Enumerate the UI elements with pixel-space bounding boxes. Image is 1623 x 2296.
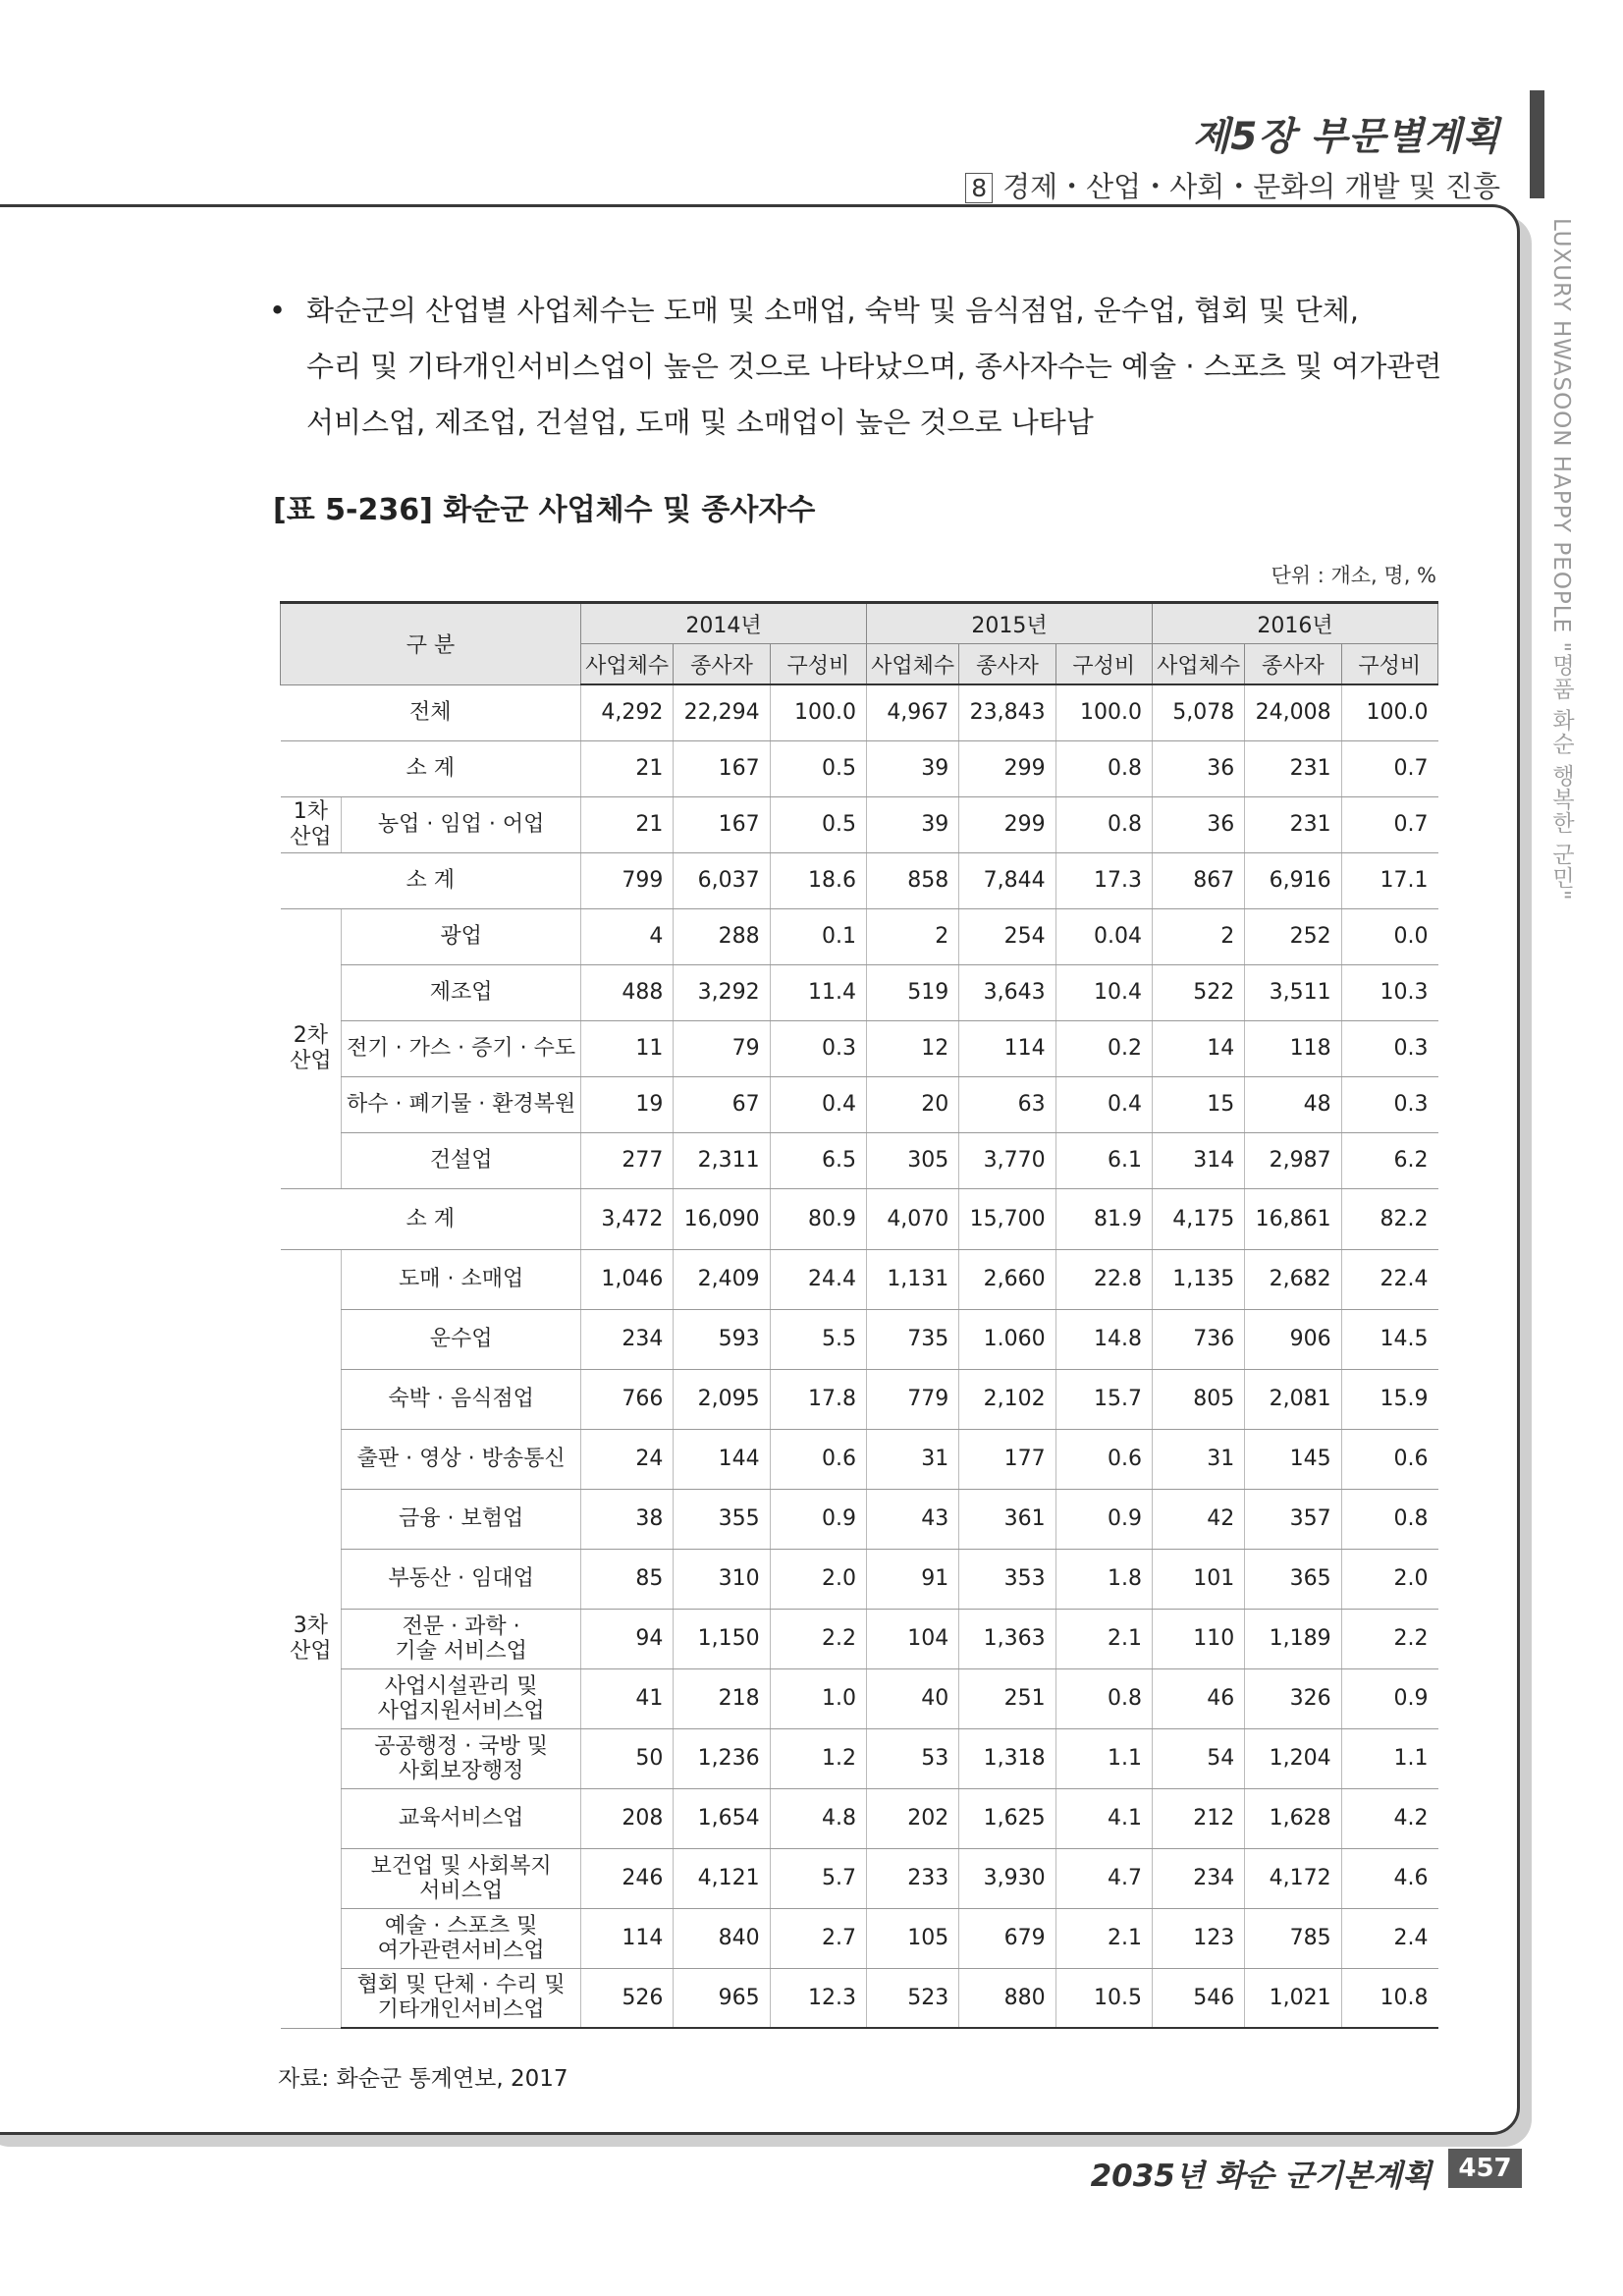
header-businesses: 사업체수 (581, 644, 674, 685)
table-cell: 1,318 (959, 1728, 1055, 1788)
table-cell: 299 (959, 740, 1055, 796)
header-year: 2014년 (581, 603, 867, 644)
table-cell: 3,292 (674, 964, 770, 1020)
table-cell: 1,021 (1245, 1968, 1341, 2028)
table-cell: 91 (866, 1549, 958, 1609)
table-cell: 1,236 (674, 1728, 770, 1788)
table-cell: 0.2 (1055, 1020, 1152, 1076)
table-cell: 3,930 (959, 1848, 1055, 1908)
table-cell: 858 (866, 852, 958, 908)
row-label: 교육서비스업 (342, 1788, 581, 1848)
table-cell: 766 (581, 1369, 674, 1429)
table-cell: 254 (959, 908, 1055, 964)
table-cell: 4,070 (866, 1188, 958, 1249)
table-cell: 14.5 (1341, 1309, 1437, 1369)
row-label: 사업시설관리 및 사업지원서비스업 (342, 1668, 581, 1728)
header-businesses: 사업체수 (1152, 644, 1244, 685)
table-cell: 218 (674, 1668, 770, 1728)
table-cell: 43 (866, 1489, 958, 1549)
table-cell: 1.0 (770, 1668, 866, 1728)
table-cell: 2.1 (1055, 1908, 1152, 1968)
table-cell: 10.8 (1341, 1968, 1437, 2028)
header-ratio: 구성비 (770, 644, 866, 685)
table-cell: 3,472 (581, 1188, 674, 1249)
table-row (281, 1076, 1438, 1132)
industry-group-label: 3차 산업 (281, 1249, 342, 2028)
table-cell: 867 (1152, 852, 1244, 908)
table-cell: 0.9 (1055, 1489, 1152, 1549)
table-row (281, 1020, 1438, 1076)
table-cell: 19 (581, 1076, 674, 1132)
row-label: 전기 · 가스 · 증기 · 수도 (342, 1020, 581, 1076)
table-cell: 0.6 (770, 1429, 866, 1489)
table-cell: 1.1 (1341, 1728, 1437, 1788)
table-row (281, 1549, 1438, 1609)
table-cell: 15.7 (1055, 1369, 1152, 1429)
table-cell: 233 (866, 1848, 958, 1908)
bullet-line: 화순군의 산업별 사업체수는 도매 및 소매업, 숙박 및 음식점업, 운수업, 협회 및 단체, (306, 294, 1359, 327)
table-cell: 299 (959, 796, 1055, 852)
table-cell: 54 (1152, 1728, 1244, 1788)
table-cell: 4.2 (1341, 1788, 1437, 1848)
table-cell: 0.3 (1341, 1020, 1437, 1076)
table-cell: 105 (866, 1908, 958, 1968)
row-label: 소 계 (281, 740, 581, 796)
unit-label: 단위 : 개소, 명, % (1271, 564, 1436, 587)
table-cell: 880 (959, 1968, 1055, 2028)
table-cell: 10.3 (1341, 964, 1437, 1020)
table-cell: 16,090 (674, 1188, 770, 1249)
table-cell: 1,625 (959, 1788, 1055, 1848)
table-cell: 67 (674, 1076, 770, 1132)
header-ratio: 구성비 (1055, 644, 1152, 685)
table-cell: 6.5 (770, 1132, 866, 1188)
table-cell: 0.8 (1055, 740, 1152, 796)
table-row (281, 1848, 1438, 1908)
table-cell: 0.8 (1055, 796, 1152, 852)
table-row (281, 1788, 1438, 1848)
table-cell: 4,121 (674, 1848, 770, 1908)
table-cell: 101 (1152, 1549, 1244, 1609)
table-cell: 4,175 (1152, 1188, 1244, 1249)
table-cell: 12 (866, 1020, 958, 1076)
table-cell: 11 (581, 1020, 674, 1076)
table-cell: 0.04 (1055, 908, 1152, 964)
table-cell: 4.6 (1341, 1848, 1437, 1908)
table-cell: 46 (1152, 1668, 1244, 1728)
table-row (281, 1489, 1438, 1549)
table-cell: 16,861 (1245, 1188, 1341, 1249)
table-cell: 123 (1152, 1908, 1244, 1968)
row-label: 예술 · 스포츠 및 여가관련서비스업 (342, 1908, 581, 1968)
table-cell: 2.0 (770, 1549, 866, 1609)
table-cell: 2,102 (959, 1369, 1055, 1429)
table-cell: 81.9 (1055, 1188, 1152, 1249)
table-cell: 4,292 (581, 684, 674, 740)
table-cell: 208 (581, 1788, 674, 1848)
table-cell: 202 (866, 1788, 958, 1848)
table-row (281, 1132, 1438, 1188)
row-label: 농업 · 임업 · 어업 (342, 796, 581, 852)
table-row (281, 1188, 1438, 1249)
table-cell: 355 (674, 1489, 770, 1549)
table-cell: 114 (959, 1020, 1055, 1076)
table-cell: 22.4 (1341, 1249, 1437, 1309)
table-cell: 314 (1152, 1132, 1244, 1188)
table-cell: 38 (581, 1489, 674, 1549)
table-cell: 522 (1152, 964, 1244, 1020)
table-cell: 1,628 (1245, 1788, 1341, 1848)
table-cell: 1,189 (1245, 1609, 1341, 1668)
table-cell: 519 (866, 964, 958, 1020)
table-cell: 145 (1245, 1429, 1341, 1489)
table-cell: 22.8 (1055, 1249, 1152, 1309)
table-cell: 21 (581, 796, 674, 852)
row-label: 소 계 (281, 852, 581, 908)
table-cell: 2,409 (674, 1249, 770, 1309)
table-cell: 4,967 (866, 684, 958, 740)
table-cell: 2,095 (674, 1369, 770, 1429)
table-cell: 0.6 (1341, 1429, 1437, 1489)
table-cell: 22,294 (674, 684, 770, 740)
table-caption: [표 5-236] 화순군 사업체수 및 종사자수 (273, 493, 816, 527)
table-cell: 15,700 (959, 1188, 1055, 1249)
table-cell: 0.3 (1341, 1076, 1437, 1132)
header-year: 2016년 (1152, 603, 1437, 644)
header-workers: 종사자 (1245, 644, 1341, 685)
table-cell: 2,987 (1245, 1132, 1341, 1188)
table-cell: 177 (959, 1429, 1055, 1489)
chapter-title: 제5장 부문별계획 (1192, 115, 1500, 159)
table-cell: 361 (959, 1489, 1055, 1549)
bullet-line: 수리 및 기타개인서비스업이 높은 것으로 나타났으며, 종사자수는 예술 · 스포츠 및 여가관련 (306, 350, 1442, 383)
table-cell: 31 (866, 1429, 958, 1489)
table-cell: 15 (1152, 1076, 1244, 1132)
table-cell: 2.2 (770, 1609, 866, 1668)
table-cell: 906 (1245, 1309, 1341, 1369)
table-cell: 0.3 (770, 1020, 866, 1076)
table-row (281, 1728, 1438, 1788)
table-cell: 212 (1152, 1788, 1244, 1848)
table-cell: 17.3 (1055, 852, 1152, 908)
table-cell: 50 (581, 1728, 674, 1788)
table-cell: 234 (581, 1309, 674, 1369)
table-cell: 0.8 (1055, 1668, 1152, 1728)
table-cell: 100.0 (1341, 684, 1437, 740)
table-cell: 0.9 (770, 1489, 866, 1549)
table-row (281, 1249, 1438, 1309)
row-label: 도매 · 소매업 (342, 1249, 581, 1309)
table-cell: 79 (674, 1020, 770, 1076)
table-cell: 0.4 (1055, 1076, 1152, 1132)
table-cell: 40 (866, 1668, 958, 1728)
table-row (281, 684, 1438, 740)
table-cell: 288 (674, 908, 770, 964)
table-cell: 42 (1152, 1489, 1244, 1549)
row-label: 건설업 (342, 1132, 581, 1188)
row-label: 공공행정 · 국방 및 사회보장행정 (342, 1728, 581, 1788)
header-workers: 종사자 (959, 644, 1055, 685)
table-cell: 167 (674, 796, 770, 852)
table-cell: 1,135 (1152, 1249, 1244, 1309)
table-cell: 2,682 (1245, 1249, 1341, 1309)
table-cell: 110 (1152, 1609, 1244, 1668)
table-cell: 31 (1152, 1429, 1244, 1489)
industry-group-label: 1차 산업 (281, 796, 342, 852)
section-title-text: 경제・산업・사회・문화의 개발 및 진흥 (1002, 170, 1500, 203)
table-cell: 10.4 (1055, 964, 1152, 1020)
row-label: 금융 · 보험업 (342, 1489, 581, 1549)
table-cell: 779 (866, 1369, 958, 1429)
table-row (281, 1309, 1438, 1369)
table-cell: 12.3 (770, 1968, 866, 2028)
table-cell: 4 (581, 908, 674, 964)
table-row (281, 796, 1438, 852)
table-cell: 100.0 (770, 684, 866, 740)
header-accent-bar (1530, 90, 1544, 198)
table-cell: 0.5 (770, 796, 866, 852)
table-cell: 1,150 (674, 1609, 770, 1668)
table-cell: 4.1 (1055, 1788, 1152, 1848)
table-cell: 85 (581, 1549, 674, 1609)
table-cell: 0.7 (1341, 740, 1437, 796)
table-cell: 353 (959, 1549, 1055, 1609)
table-cell: 488 (581, 964, 674, 1020)
table-cell: 251 (959, 1668, 1055, 1728)
table-cell: 39 (866, 796, 958, 852)
table-cell: 2.0 (1341, 1549, 1437, 1609)
table-cell: 593 (674, 1309, 770, 1369)
table-cell: 17.8 (770, 1369, 866, 1429)
table-cell: 2.7 (770, 1908, 866, 1968)
table-cell: 39 (866, 740, 958, 796)
table-cell: 6.2 (1341, 1132, 1437, 1188)
table-cell: 246 (581, 1848, 674, 1908)
section-number: 8 (965, 173, 993, 203)
table-cell: 5.7 (770, 1848, 866, 1908)
table-row (281, 1429, 1438, 1489)
table-cell: 0.1 (770, 908, 866, 964)
header-workers: 종사자 (674, 644, 770, 685)
table-row (281, 1668, 1438, 1728)
table-cell: 114 (581, 1908, 674, 1968)
table-cell: 5.5 (770, 1309, 866, 1369)
header-ratio: 구성비 (1341, 644, 1437, 685)
table-cell: 4.7 (1055, 1848, 1152, 1908)
table-cell: 63 (959, 1076, 1055, 1132)
table-cell: 0.8 (1341, 1489, 1437, 1549)
table-cell: 36 (1152, 740, 1244, 796)
table-cell: 10.5 (1055, 1968, 1152, 2028)
table-cell: 118 (1245, 1020, 1341, 1076)
table-row (281, 740, 1438, 796)
table-cell: 526 (581, 1968, 674, 2028)
table-cell: 523 (866, 1968, 958, 2028)
table-cell: 82.2 (1341, 1188, 1437, 1249)
table-cell: 100.0 (1055, 684, 1152, 740)
table-row (281, 852, 1438, 908)
table-row (281, 1968, 1438, 2028)
footer-title: 2035년 화순 군기본계획 (1090, 2159, 1432, 2194)
table-cell: 0.9 (1341, 1668, 1437, 1728)
table-cell: 0.0 (1341, 908, 1437, 964)
row-label: 협회 및 단체 · 수리 및 기타개인서비스업 (342, 1968, 581, 2028)
table-cell: 11.4 (770, 964, 866, 1020)
table-cell: 785 (1245, 1908, 1341, 1968)
table-cell: 2 (1152, 908, 1244, 964)
table-body (281, 684, 1438, 2028)
row-label: 소 계 (281, 1188, 581, 1249)
table-cell: 167 (674, 740, 770, 796)
table-cell: 252 (1245, 908, 1341, 964)
table-cell: 277 (581, 1132, 674, 1188)
table-cell: 18.6 (770, 852, 866, 908)
table-cell: 3,643 (959, 964, 1055, 1020)
table-cell: 2,081 (1245, 1369, 1341, 1429)
side-slogan: LUXURY HWASOON HAPPY PEOPLE "명품 화순 행복한 군민" (1548, 218, 1574, 902)
table-cell: 231 (1245, 796, 1341, 852)
table-cell: 234 (1152, 1848, 1244, 1908)
table-cell: 1.2 (770, 1728, 866, 1788)
page-number: 457 (1448, 2149, 1522, 2188)
table-cell: 3,770 (959, 1132, 1055, 1188)
table-row (281, 1908, 1438, 1968)
table-cell: 24 (581, 1429, 674, 1489)
table-cell: 0.6 (1055, 1429, 1152, 1489)
table-cell: 94 (581, 1609, 674, 1668)
table-cell: 6,916 (1245, 852, 1341, 908)
bullet-dot: • (269, 294, 287, 327)
table-cell: 1,204 (1245, 1728, 1341, 1788)
header-businesses: 사업체수 (866, 644, 958, 685)
table-cell: 2 (866, 908, 958, 964)
table-cell: 4,172 (1245, 1848, 1341, 1908)
table-cell: 799 (581, 852, 674, 908)
table-cell: 0.4 (770, 1076, 866, 1132)
header-category: 구 분 (281, 603, 581, 685)
table-cell: 2.4 (1341, 1908, 1437, 1968)
table-cell: 840 (674, 1908, 770, 1968)
table-cell: 53 (866, 1728, 958, 1788)
table-row (281, 1609, 1438, 1668)
table-cell: 17.1 (1341, 852, 1437, 908)
table-cell: 5,078 (1152, 684, 1244, 740)
summary-bullet (269, 283, 1455, 451)
table-cell: 231 (1245, 740, 1341, 796)
table-cell: 24,008 (1245, 684, 1341, 740)
row-label: 운수업 (342, 1309, 581, 1369)
table-cell: 24.4 (770, 1249, 866, 1309)
row-label: 보건업 및 사회복지 서비스업 (342, 1848, 581, 1908)
table-cell: 1.1 (1055, 1728, 1152, 1788)
table-cell: 546 (1152, 1968, 1244, 2028)
table-cell: 0.7 (1341, 796, 1437, 852)
table-cell: 7,844 (959, 852, 1055, 908)
table-cell: 2.2 (1341, 1609, 1437, 1668)
bullet-line: 서비스업, 제조업, 건설업, 도매 및 소매업이 높은 것으로 나타남 (306, 406, 1094, 439)
row-label: 광업 (342, 908, 581, 964)
table-cell: 357 (1245, 1489, 1341, 1549)
table-cell: 1,654 (674, 1788, 770, 1848)
table-cell: 736 (1152, 1309, 1244, 1369)
table-cell: 310 (674, 1549, 770, 1609)
table-row (281, 908, 1438, 964)
row-label: 제조업 (342, 964, 581, 1020)
table-cell: 965 (674, 1968, 770, 2028)
table-cell: 679 (959, 1908, 1055, 1968)
table-cell: 3,511 (1245, 964, 1341, 1020)
table-row (281, 964, 1438, 1020)
table-cell: 365 (1245, 1549, 1341, 1609)
table-cell: 805 (1152, 1369, 1244, 1429)
table-cell: 36 (1152, 796, 1244, 852)
table-cell: 20 (866, 1076, 958, 1132)
table-cell: 1,131 (866, 1249, 958, 1309)
row-label: 전문 · 과학 · 기술 서비스업 (342, 1609, 581, 1668)
table-cell: 14 (1152, 1020, 1244, 1076)
table-cell: 0.5 (770, 740, 866, 796)
industry-group-label: 2차 산업 (281, 908, 342, 1188)
row-label: 출판 · 영상 · 방송통신 (342, 1429, 581, 1489)
table-cell: 1.060 (959, 1309, 1055, 1369)
business-statistics-table (280, 601, 1438, 2029)
table-cell: 14.8 (1055, 1309, 1152, 1369)
table-cell: 1,363 (959, 1609, 1055, 1668)
row-label: 숙박 · 음식점업 (342, 1369, 581, 1429)
table-cell: 144 (674, 1429, 770, 1489)
table-cell: 2,311 (674, 1132, 770, 1188)
table-cell: 6,037 (674, 852, 770, 908)
table-cell: 23,843 (959, 684, 1055, 740)
table-cell: 1,046 (581, 1249, 674, 1309)
row-label: 전체 (281, 684, 581, 740)
table-cell: 41 (581, 1668, 674, 1728)
table-cell: 104 (866, 1609, 958, 1668)
section-title (965, 165, 1500, 205)
header-year: 2015년 (866, 603, 1152, 644)
table-cell: 2,660 (959, 1249, 1055, 1309)
table-row (281, 1369, 1438, 1429)
table-cell: 735 (866, 1309, 958, 1369)
table-cell: 1.8 (1055, 1549, 1152, 1609)
table-cell: 15.9 (1341, 1369, 1437, 1429)
row-label: 부동산 · 임대업 (342, 1549, 581, 1609)
table-cell: 80.9 (770, 1188, 866, 1249)
table-cell: 6.1 (1055, 1132, 1152, 1188)
table-cell: 21 (581, 740, 674, 796)
table-cell: 2.1 (1055, 1609, 1152, 1668)
table-cell: 4.8 (770, 1788, 866, 1848)
table-source: 자료: 화순군 통계연보, 2017 (278, 2066, 568, 2092)
row-label: 하수 · 폐기물 · 환경복원 (342, 1076, 581, 1132)
table-cell: 305 (866, 1132, 958, 1188)
table-cell: 326 (1245, 1668, 1341, 1728)
table-cell: 48 (1245, 1076, 1341, 1132)
